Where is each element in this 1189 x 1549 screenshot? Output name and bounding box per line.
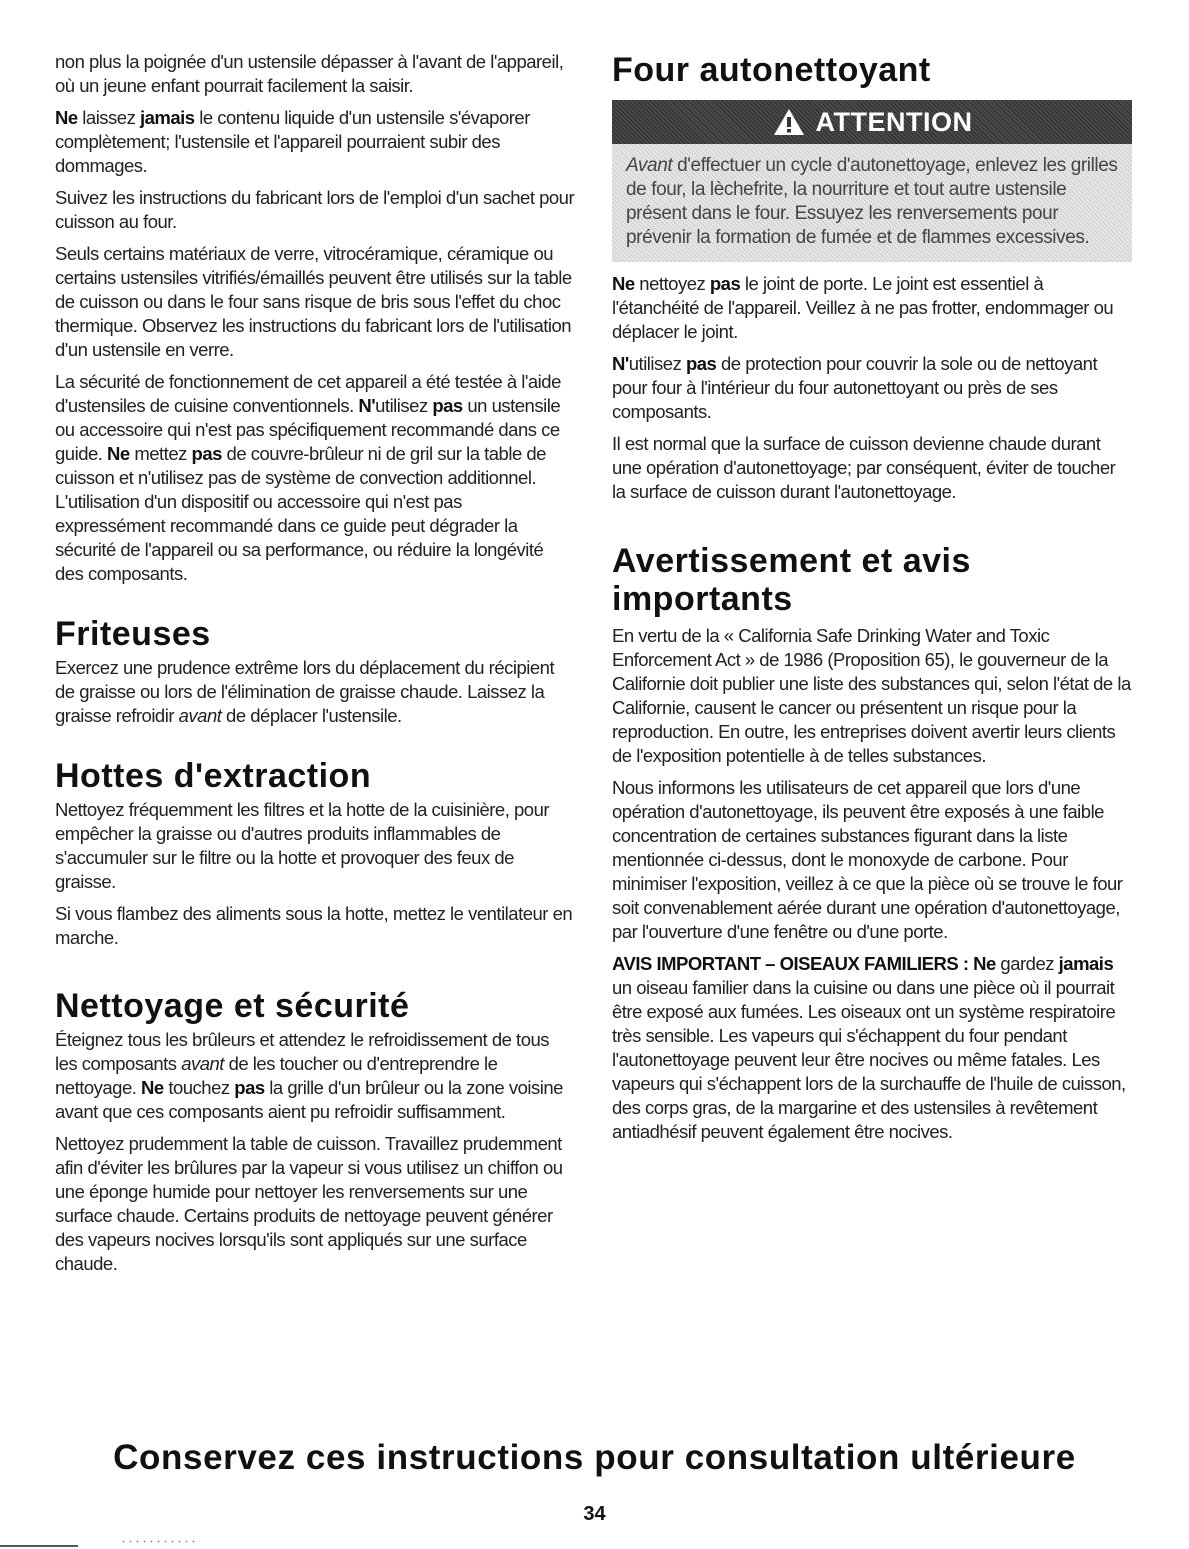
text: de déplacer l'ustensile. <box>221 705 402 726</box>
bold-text: pas <box>432 395 463 416</box>
paragraph <box>55 656 575 728</box>
section-title-nettoyage: Nettoyage et sécurité <box>55 987 410 1025</box>
bold-text: Ne <box>141 1077 164 1098</box>
attention-box <box>612 100 1132 262</box>
paragraph <box>55 1028 575 1124</box>
paragraph: En vertu de la « California Safe Drinking Water and Toxic Enforcement Act » de 1986 (Proposition 65), le gouverneur de la Californie doit publier une liste des substances qui, selon l'état de la Californie, causent le cancer ou présentent un risque pour la reproduction. En outre, les entreprises doivent avertir leurs clients de l'exposition potentielle à de telles substances. <box>612 625 1131 766</box>
section-title-avertissement <box>612 542 1132 618</box>
text: la grille d'un brûleur ou la zone voisine avant que ces composants aient pu refroidir suffisamment. <box>55 1077 563 1122</box>
paragraph: non plus la poignée d'un ustensile dépasser à l'avant de l'appareil, où un jeune enfant pourrait facilement la saisir. <box>55 51 564 96</box>
bold-text: jamais <box>139 107 195 128</box>
text: le contenu liquide d'un ustensile s'évaporer complètement; l'ustensile et l'appareil pourraient subir des dommages. <box>55 107 530 176</box>
text: nettoyez <box>634 273 710 294</box>
paragraph: Il est normal que la surface de cuisson devienne chaude durant une opération d'autonettoyage; par conséquent, éviter de toucher la surface de cuisson durant l'autonettoyage. <box>612 433 1116 502</box>
footer-title: Conservez ces instructions pour consultation ultérieure <box>113 1438 1076 1477</box>
text: utilisez <box>628 353 686 374</box>
text: le joint de porte. Le joint est essentiel à l'étanchéité de l'appareil. Veillez à ne pas frotter, endommager ou déplacer le joint. <box>612 273 1114 342</box>
bold-text: Ne <box>107 443 130 464</box>
title-line: importants <box>612 580 793 618</box>
paragraph <box>612 952 1132 1144</box>
paragraph: Seuls certains matériaux de verre, vitrocéramique, céramique ou certains ustensiles vitrifiés/émaillés peuvent être utilisés sur la table de cuisson ou dans le four sans risque de bris sous l'effet du choc thermique. Observez les instructions du fabricant lors de l'utilisation d'un ustensile en verre. <box>55 243 572 360</box>
paragraph: Suivez les instructions du fabricant lors de l'emploi d'un sachet pour cuisson au four. <box>55 187 575 232</box>
corner-dots <box>120 1540 200 1543</box>
italic-text: Avant <box>626 155 673 176</box>
text: laissez <box>77 107 140 128</box>
paragraph: Nettoyez fréquemment les filtres et la hotte de la cuisinière, pour empêcher la graisse ou d'autres produits inflammables de s'accumuler sur le filtre ou la hotte et provoquer des feux de graisse. <box>55 799 550 892</box>
attention-text <box>612 144 1132 250</box>
corner-divider <box>0 1545 78 1547</box>
attention-title: ATTENTION <box>815 106 973 137</box>
text: Exercez une prudence extrême lors du déplacement du récipient de graisse ou lors de l'élimination de graisse chaude. Laissez la graisse refroidir <box>55 657 555 726</box>
attention-header <box>612 100 1132 144</box>
paragraph: Nettoyez prudemment la table de cuisson. Travaillez prudemment afin d'éviter les brûlures par la vapeur si vous utilisez un chiffon ou une éponge humide pour nettoyer les renversements sur une surface chaude. Certains produits de nettoyage peuvent générer des vapeurs nocives lorsqu'ils sont appliqués sur une surface chaude. <box>55 1133 563 1274</box>
bold-text: pas <box>191 443 222 464</box>
italic-text: avant <box>181 1053 224 1074</box>
paragraph <box>55 370 575 586</box>
italic-text: avant <box>178 705 222 726</box>
section-title-four: Four autonettoyant <box>612 51 931 89</box>
title-line: Avertissement et avis <box>612 542 971 580</box>
bold-text: AVIS IMPORTANT – OISEAUX FAMILIERS : Ne <box>612 953 996 974</box>
paragraph: Nous informons les utilisateurs de cet appareil que lors d'une opération d'autonettoyage, ils peuvent être exposés à une faible concentration de certaines substances figurant dans la liste mentionnée ci-dessus, dont le monoxyde de carbone. Pour minimiser l'exposition, veillez à ce que la pièce où se trouve le four soit convenablement aérée durant une opération d'autonettoyage, par l'ouverture d'une fenêtre ou d'une porte. <box>612 777 1123 942</box>
paragraph: Si vous flambez des aliments sous la hotte, mettez le ventilateur en marche. <box>55 903 573 948</box>
bold-text: jamais <box>1058 953 1114 974</box>
text: un oiseau familier dans la cuisine ou dans une pièce où il pourrait être exposé aux fumées. Les oiseaux ont un système respiratoire très sensible. Les vapeurs qui s'échappent du four pendant l'autonettoyage peuvent leur être nocives ou même fatales. Les vapeurs qui s'échappent lors de la surchauffe de l'huile de cuisson, des corps gras, de la margarine et des ustensiles à revêtement antiadhésif peuvent également être nocives. <box>612 977 1126 1142</box>
section-title-hottes: Hottes d'extraction <box>55 757 372 795</box>
bold-text: pas <box>234 1077 265 1098</box>
left-column <box>55 50 575 1284</box>
text: La sécurité de fonctionnement de cet appareil a été testée à l'aide d'ustensiles de cuisine conventionnels. <box>55 371 561 416</box>
bold-text: N' <box>358 395 376 416</box>
section-title-friteuses: Friteuses <box>55 615 211 653</box>
paragraph <box>612 272 1132 344</box>
bold-text: Ne <box>612 273 635 294</box>
text: utilisez <box>375 395 433 416</box>
text: Éteignez tous les brûleurs et attendez le refroidissement de tous les composants <box>55 1029 550 1074</box>
text: un ustensile ou accessoire qui n'est pas spécifiquement recommandé dans ce guide. <box>55 395 561 464</box>
text: gardez <box>995 953 1059 974</box>
bold-text: pas <box>709 273 741 294</box>
bold-text: pas <box>685 353 717 374</box>
text: de les toucher ou d'entreprendre le nettoyage. <box>55 1053 498 1098</box>
text: de couvre-brûleur ni de gril sur la table de cuisson et n'utilisez pas de système de convection additionnel. L'utilisation d'un dispositif ou accessoire qui n'est pas expressément recommandé dans ce guide peut dégrader la sécurité de l'appareil ou sa performance, ou réduire la longévité des composants. <box>55 443 546 584</box>
bold-text: Ne <box>55 107 78 128</box>
right-column <box>612 52 1132 1152</box>
text: de protection pour couvrir la sole ou de nettoyant pour four à l'intérieur du four autonettoyant ou près de ses composants. <box>612 353 1098 422</box>
text: d'effectuer un cycle d'autonettoyage, enlevez les grilles de four, la lèchefrite, la nourriture et tout autre ustensile présent dans le four. Essuyez les renversements pour prévenir la formation de fumée et de flammes excessives. <box>626 155 1118 248</box>
text: mettez <box>129 443 192 464</box>
warning-triangle-icon <box>772 107 806 137</box>
bold-text: N' <box>612 353 629 374</box>
paragraph <box>612 352 1132 424</box>
paragraph <box>55 106 575 178</box>
text: touchez <box>163 1077 235 1098</box>
page-number: 34 <box>583 1503 606 1525</box>
